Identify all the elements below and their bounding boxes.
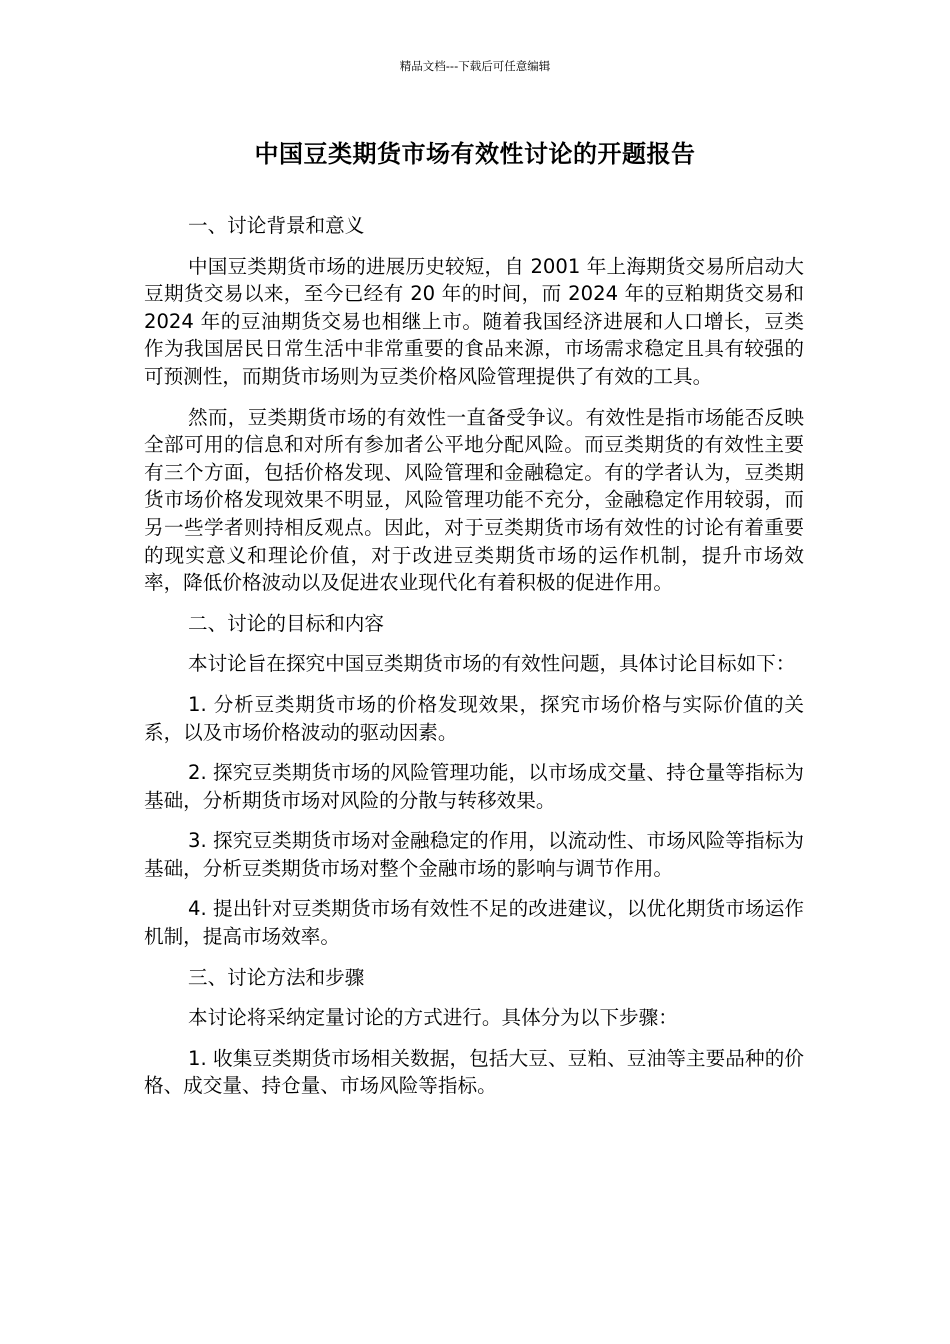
list-item: 2. 探究豆类期货市场的风险管理功能，以市场成交量、持仓量等指标为基础，分析期货市场对风险的分散与转移效果。 (144, 761, 804, 812)
list-item: 4. 提出针对豆类期货市场有效性不足的改进建议，以优化期货市场运作机制，提高市场效率。 (144, 897, 804, 949)
paragraph: 中国豆类期货市场的进展历史较短，自 2001 年上海期货交易所启动大豆期货交易以来，至今已经有 20 年的时间，而 2024 年的豆粕期货交易和 2024 年的豆油期货交易也相继上市。随着我国经济进展和人口增长，豆类作为我国居民日常生活中非常重要的食品来源，市场需求稳定且具有较强的可预测性，而期货市场则为豆类价格风险管理提供了有效的工具。 (144, 254, 804, 388)
document-body (144, 212, 804, 1113)
list-item: 3. 探究豆类期货市场对金融稳定的作用，以流动性、市场风险等指标为基础，分析豆类期货市场对整个金融市场的影响与调节作用。 (144, 829, 804, 880)
list-item: 1. 分析豆类期货市场的价格发现效果，探究市场价格与实际价值的关系，以及市场价格波动的驱动因素。 (144, 692, 804, 744)
paragraph: 本讨论将采纳定量讨论的方式进行。具体分为以下步骤： (188, 1006, 678, 1030)
page-header: 精品文档---下载后可任意编辑 (399, 59, 551, 73)
section-heading: 三、讨论方法和步骤 (188, 965, 365, 989)
section-heading: 一、讨论背景和意义 (188, 214, 365, 237)
paragraph: 然而，豆类期货市场的有效性一直备受争议。有效性是指市场能否反映全部可用的信息和对所有参加者公平地分配风险。而豆类期货的有效性主要有三个方面，包括价格发现、风险管理和金融稳定。有的学者认为，豆类期货市场价格发现效果不明显，风险管理功能不充分，金融稳定作用较弱，而另一些学者则持相反观点。因此，对于豆类期货市场有效性的讨论有着重要的现实意义和理论价值，对于改进豆类期货市场的运作机制，提升市场效率，降低价格波动以及促进农业现代化有着积极的促进作用。 (144, 405, 804, 595)
list-item: 1. 收集豆类期货市场相关数据，包括大豆、豆粕、豆油等主要品种的价格、成交量、持仓量、市场风险等指标。 (144, 1046, 804, 1098)
paragraph: 本讨论旨在探究中国豆类期货市场的有效性问题，具体讨论目标如下： (188, 652, 796, 676)
document-title: 中国豆类期货市场有效性讨论的开题报告 (254, 140, 696, 168)
section-heading: 二、讨论的目标和内容 (188, 611, 384, 635)
